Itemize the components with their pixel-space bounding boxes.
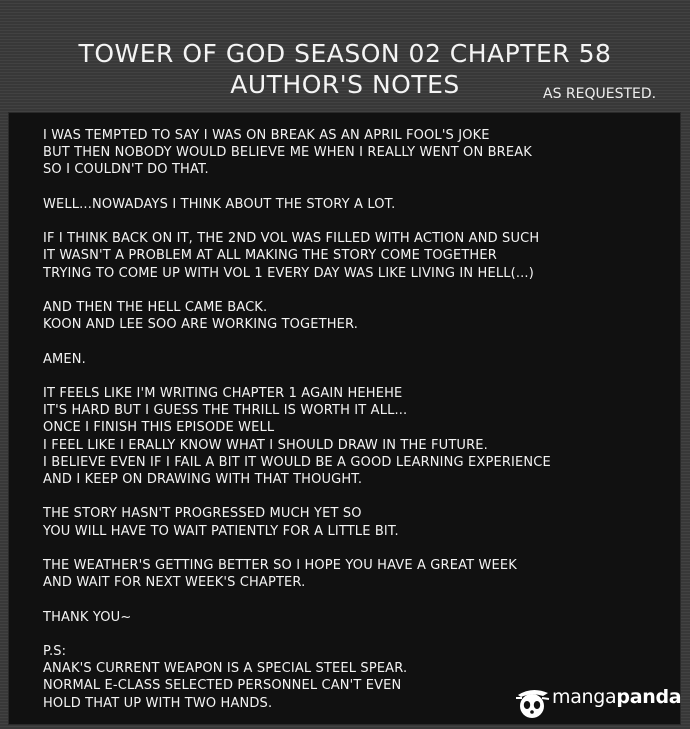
text-line: IT WASN'T A PROBLEM AT ALL MAKING THE STORY COME TOGETHER [43, 248, 497, 264]
text-line: NORMAL E-CLASS SELECTED PERSONNEL CAN'T EVEN [43, 678, 402, 694]
paragraph-3 [43, 230, 680, 282]
paragraph-6 [43, 385, 680, 488]
title-line-2: AUTHOR'S NOTES [230, 70, 460, 99]
mangapanda-watermark [512, 680, 687, 722]
text-line: ONCE I FINISH THIS EPISODE WELL [43, 420, 275, 436]
title-line-1: TOWER OF GOD SEASON 02 CHAPTER 58 [78, 39, 612, 68]
text-line: IF I THINK BACK ON IT, THE 2ND VOL WAS FILLED WITH ACTION AND SUCH [43, 231, 540, 247]
text-line: IT FEELS LIKE I'M WRITING CHAPTER 1 AGAIN HEHEHE [43, 385, 403, 401]
text-line: TRYING TO COME UP WITH VOL 1 EVERY DAY WAS LIKE LIVING IN HELL(...) [43, 265, 534, 281]
text-line: ANAK'S CURRENT WEAPON IS A SPECIAL STEEL SPEAR. [43, 661, 408, 677]
brand-name-part1: manga [552, 686, 617, 708]
text-line: AND WAIT FOR NEXT WEEK'S CHAPTER. [43, 575, 306, 591]
paragraph-1 [43, 127, 680, 179]
text-line: AND THEN THE HELL CAME BACK. [43, 299, 268, 315]
text-line: BUT THEN NOBODY WOULD BELIEVE ME WHEN I REALLY WENT ON BREAK [43, 145, 532, 161]
brand-name-part2: panda [616, 686, 682, 708]
text-line: THE STORY HASN'T PROGRESSED MUCH YET SO [43, 506, 362, 522]
paragraph-9 [43, 609, 680, 626]
paragraph-5 [43, 351, 680, 368]
paragraph-2 [43, 196, 680, 213]
text-line: IT'S HARD BUT I GUESS THE THRILL IS WORTH IT ALL... [43, 403, 408, 419]
text-line: KOON AND LEE SOO ARE WORKING TOGETHER. [43, 317, 359, 333]
text-line: SO I COULDN'T DO THAT. [43, 162, 209, 178]
text-line: AMEN. [43, 351, 86, 367]
paragraph-4 [43, 299, 680, 333]
brand-name [552, 686, 681, 708]
text-line: WELL...NOWADAYS I THINK ABOUT THE STORY A LOT. [43, 196, 396, 212]
text-line: THANK YOU~ [43, 609, 132, 625]
text-line: AND I KEEP ON DRAWING WITH THAT THOUGHT. [43, 471, 363, 487]
paragraph-7 [43, 505, 680, 539]
text-line: THE WEATHER'S GETTING BETTER SO I HOPE YOU HAVE A GREAT WEEK [43, 557, 517, 573]
panda-logo-icon [512, 682, 552, 722]
text-line: I BELIEVE EVEN IF I FAIL A BIT IT WOULD BE A GOOD LEARNING EXPERIENCE [43, 454, 551, 470]
text-line: I FEEL LIKE I ERALLY KNOW WHAT I SHOULD DRAW IN THE FUTURE. [43, 437, 488, 453]
text-line: HOLD THAT UP WITH TWO HANDS. [43, 695, 273, 711]
text-line: I WAS TEMPTED TO SAY I WAS ON BREAK AS AN APRIL FOOL'S JOKE [43, 128, 490, 143]
text-line: YOU WILL HAVE TO WAIT PATIENTLY FOR A LITTLE BIT. [43, 523, 399, 539]
text-line: P.S: [43, 643, 67, 659]
notes-panel [8, 112, 681, 725]
paragraph-8 [43, 557, 680, 591]
subtitle-as-requested: AS REQUESTED. [543, 86, 657, 102]
